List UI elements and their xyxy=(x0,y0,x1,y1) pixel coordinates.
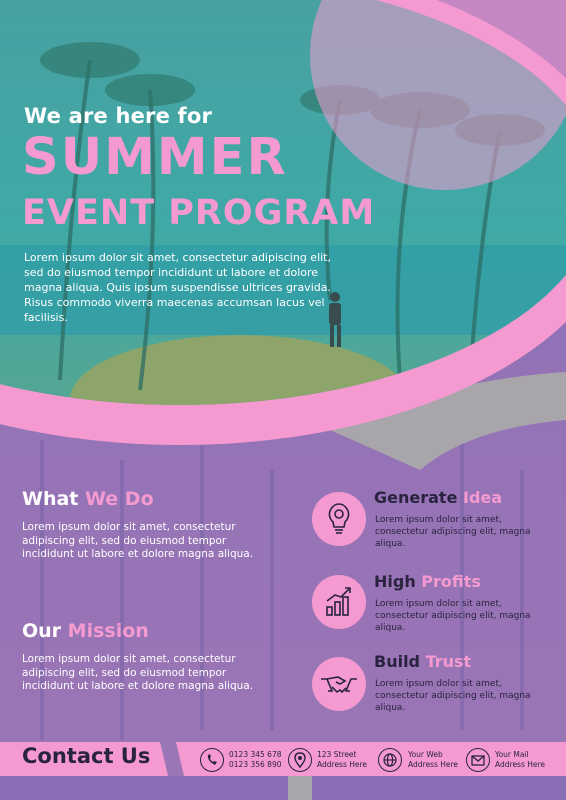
hero-title-line2: EVENT PROGRAM xyxy=(22,193,376,233)
generate-idea-heading xyxy=(374,488,502,507)
web-line2: Address Here xyxy=(408,760,459,769)
phone-line2: 0123 356 890 xyxy=(229,760,282,769)
heading-part: What xyxy=(22,488,86,510)
heading-part: Generate xyxy=(374,488,463,507)
heading-part: Build xyxy=(374,652,426,671)
mail-icon xyxy=(466,748,490,772)
contact-us-label: Contact Us xyxy=(22,744,151,768)
heading-highlight: Mission xyxy=(67,620,149,642)
phone-icon xyxy=(200,748,224,772)
hero-kicker: We are here for xyxy=(24,104,213,128)
generate-idea-text: Lorem ipsum dolor sit amet, consectetur adipiscing elit, magna aliqua. xyxy=(375,515,531,549)
hero-title-line1: SUMMER xyxy=(22,128,288,187)
build-trust-text: Lorem ipsum dolor sit amet, consectetur adipiscing elit, magna aliqua. xyxy=(375,679,531,713)
heading-part: Our xyxy=(22,620,68,642)
hero-intro-text: Lorem ipsum dolor sit amet, consectetur adipiscing elit, sed do eiusmod tempor incididunt ut labore et dolore magna aliqua. Quis ipsum suspendisse ultrices gravida. Risus commodo viverra maecenas accumsan lacus vel facilisis. xyxy=(24,251,331,324)
high-profits-heading xyxy=(374,572,481,591)
what-we-do-heading xyxy=(22,488,154,510)
address-line2: Address Here xyxy=(317,760,368,769)
globe-icon xyxy=(378,748,402,772)
mail-line2: Address Here xyxy=(495,760,546,769)
our-mission-text: Lorem ipsum dolor sit amet, consectetur adipiscing elit, sed do eiusmod tempor incididunt ut labore et dolore magna aliqua. xyxy=(22,653,254,692)
handshake-icon xyxy=(312,657,366,711)
web-line1: Your Web xyxy=(408,750,443,759)
heading-highlight: Idea xyxy=(462,488,503,507)
heading-highlight: Trust xyxy=(425,652,472,671)
location-pin-icon xyxy=(288,748,312,772)
lightbulb-gear-icon xyxy=(312,492,366,546)
heading-highlight: We Do xyxy=(85,488,154,510)
high-profits-text: Lorem ipsum dolor sit amet, consectetur adipiscing elit, magna aliqua. xyxy=(375,599,531,633)
heading-part: High xyxy=(374,572,422,591)
mail-line1: Your Mail xyxy=(495,750,529,759)
address-line1: 123 Street xyxy=(317,750,357,759)
what-we-do-text: Lorem ipsum dolor sit amet, consectetur adipiscing elit, sed do eiusmod tempor incididunt ut labore et dolore magna aliqua. xyxy=(22,521,254,560)
heading-highlight: Profits xyxy=(421,572,481,591)
our-mission-heading xyxy=(22,620,149,642)
build-trust-heading xyxy=(374,652,471,671)
growth-chart-icon xyxy=(312,575,366,629)
phone-line1: 0123 345 678 xyxy=(229,750,282,759)
